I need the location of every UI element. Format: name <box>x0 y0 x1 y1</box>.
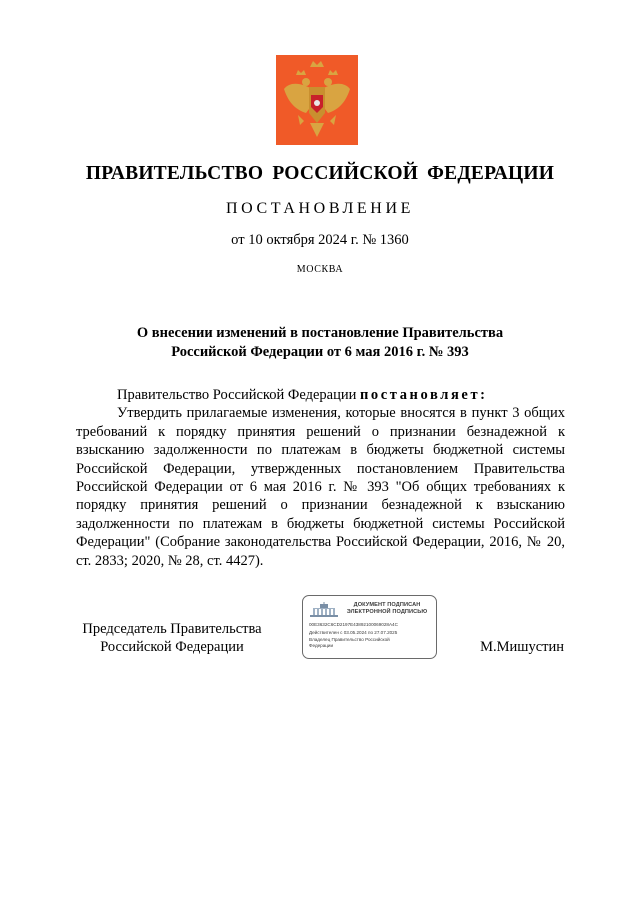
decree-intro <box>76 386 565 404</box>
stamp-owner-line-1: Владелец Правительство Российской <box>309 637 390 642</box>
signatory-name: М.Мишустин <box>480 639 564 655</box>
stamp-certificate: 00E3632C6CD2197E43892100069028A4C <box>309 622 398 627</box>
subject-line-1: О внесении изменений в постановление Правительства <box>136 325 504 341</box>
stamp-title-line-2: ЭЛЕКТРОННОЙ ПОДПИСЬЮ <box>346 609 428 615</box>
document-body <box>76 386 565 570</box>
stamp-validity: Действителен с 03.05.2024 по 27.07.2025 <box>309 630 398 635</box>
decree-intro-text: Правительство Российской Федерации <box>117 387 360 403</box>
document-subject <box>80 324 560 362</box>
decree-word: постановляет: <box>359 387 488 403</box>
stamp-title <box>341 602 433 616</box>
document-type: ПОСТАНОВЛЕНИЕ <box>226 200 414 217</box>
coat-of-arms-icon <box>276 55 358 145</box>
signatory-position-line-2: Российской Федерации <box>100 639 244 656</box>
document-date-number: от 10 октября 2024 г. № 1360 <box>231 232 409 248</box>
government-building-icon <box>309 602 339 618</box>
signatory-position <box>76 620 268 657</box>
stamp-title-line-1: ДОКУМЕНТ ПОДПИСАН <box>353 602 421 608</box>
stamp-owner-line-2: Федерации <box>309 643 334 648</box>
subject-line-2: Российской Федерации от 6 мая 2016 г. № 393 <box>171 344 469 360</box>
government-title: ПРАВИТЕЛЬСТВО РОССИЙСКОЙ ФЕДЕРАЦИИ <box>85 163 555 184</box>
document-city: МОСКВА <box>296 264 344 275</box>
decree-paragraph: Утвердить прилагаемые изменения, которые вносятся в пункт 3 общих требований к порядку принятия решений о признании безнадежной к взысканию задолженности по платежам в бюджеты бюджетной системы Российской Федерации, утвержденных постановлением Правительства Российской Федерации от 6 мая 2016 г. № 393 "Об общих требованиях к порядку принятия решений о признании безнадежной к взысканию задолженности по платежам в бюджеты бюджетной системы Российской Федерации" (Собрание законодательства Российской Федерации, 2016, № 20, ст. 2833; 2020, № 28, ст. 4427). <box>76 405 565 569</box>
signatory-position-line-1: Председатель Правительства <box>82 621 262 637</box>
electronic-signature-stamp <box>302 595 437 659</box>
